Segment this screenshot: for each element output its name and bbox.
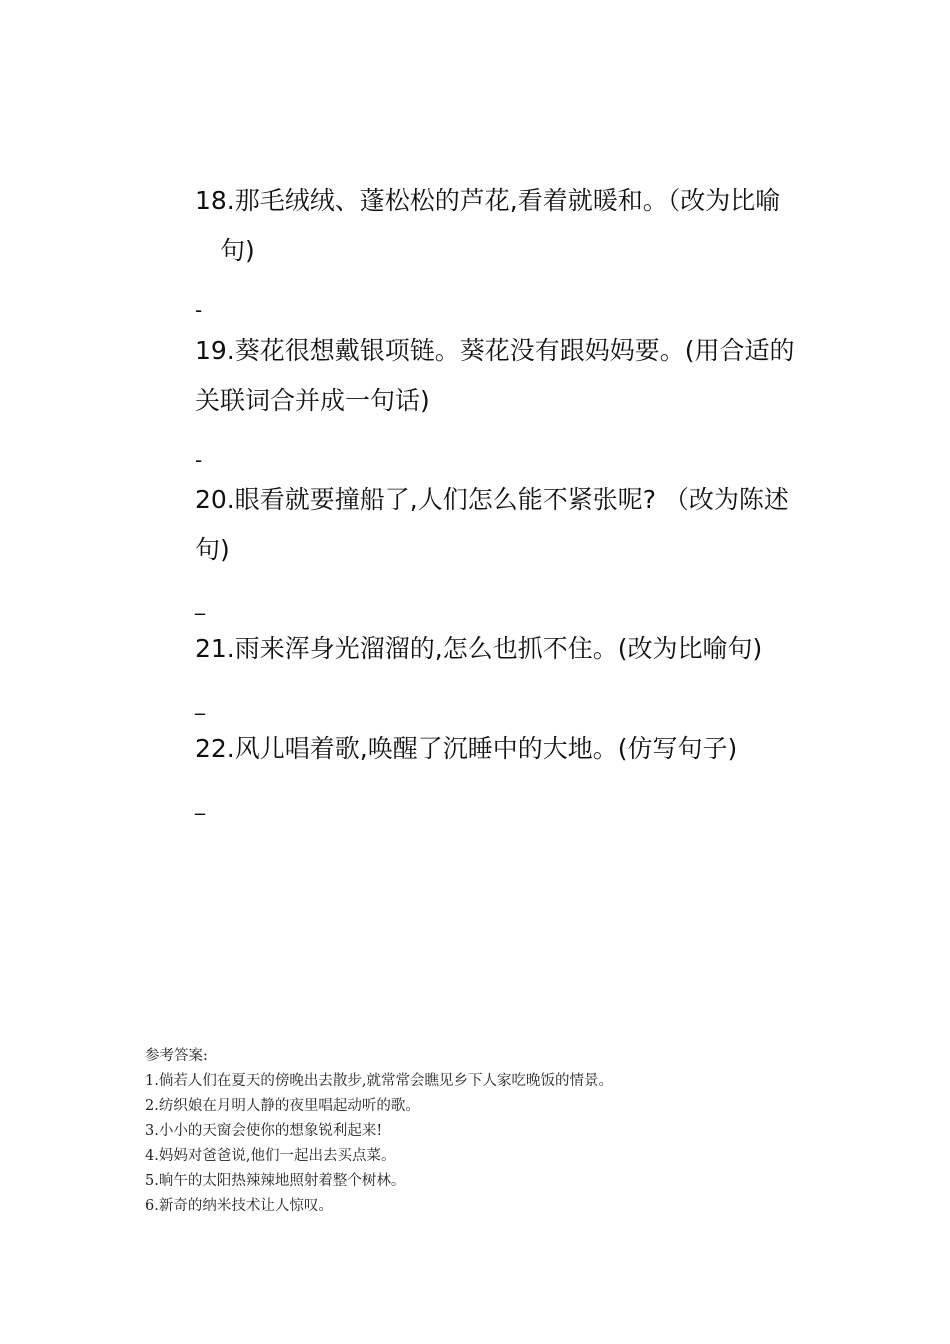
question-22-answer-blank: _ (195, 791, 205, 815)
question-19-answer-blank: - (195, 448, 203, 472)
question-20-answer-blank: _ (195, 591, 205, 615)
question-20-line-2: 句) (195, 535, 230, 564)
reference-answers (145, 1044, 845, 1219)
reference-answer-item: 3.小小的天窗会使你的想象锐利起来! (145, 1123, 383, 1139)
question-18-line-1: 18.那毛绒绒、蓬松松的芦花,看着就暖和。（改为比喻 (195, 186, 781, 215)
question-19-line-1: 19.葵花很想戴银项链。葵花没有跟妈妈要。(用合适的 (195, 336, 795, 365)
question-22-line-1: 22.风儿唱着歌,唤醒了沉睡中的大地。(仿写句子) (195, 734, 738, 763)
reference-answer-item: 6.新奇的纳米技术让人惊叹。 (145, 1198, 333, 1214)
question-21-line-1: 21.雨来浑身光溜溜的,怎么也抓不住。(改为比喻句) (195, 634, 763, 663)
reference-answer-item: 5.晌午的太阳热辣辣地照射着整个树林。 (145, 1173, 406, 1189)
question-18-line-2: 句) (220, 236, 255, 265)
question-20-line-1: 20.眼看就要撞船了,人们怎么能不紧张呢? （改为陈述 (195, 485, 789, 514)
reference-answers-heading: 参考答案: (145, 1048, 208, 1064)
question-21-answer-blank: _ (195, 691, 205, 715)
reference-answer-item: 4.妈妈对爸爸说,他们一起出去买点菜。 (145, 1148, 396, 1164)
reference-answer-item: 1.倘若人们在夏天的傍晚出去散步,就常常会瞧见乡下人家吃晚饭的情景。 (145, 1073, 613, 1089)
question-18-answer-blank: - (195, 298, 203, 322)
question-19-line-2: 关联词合并成一句话) (195, 386, 430, 415)
reference-answer-item: 2.纺织娘在月明人静的夜里唱起动听的歌。 (145, 1098, 420, 1114)
